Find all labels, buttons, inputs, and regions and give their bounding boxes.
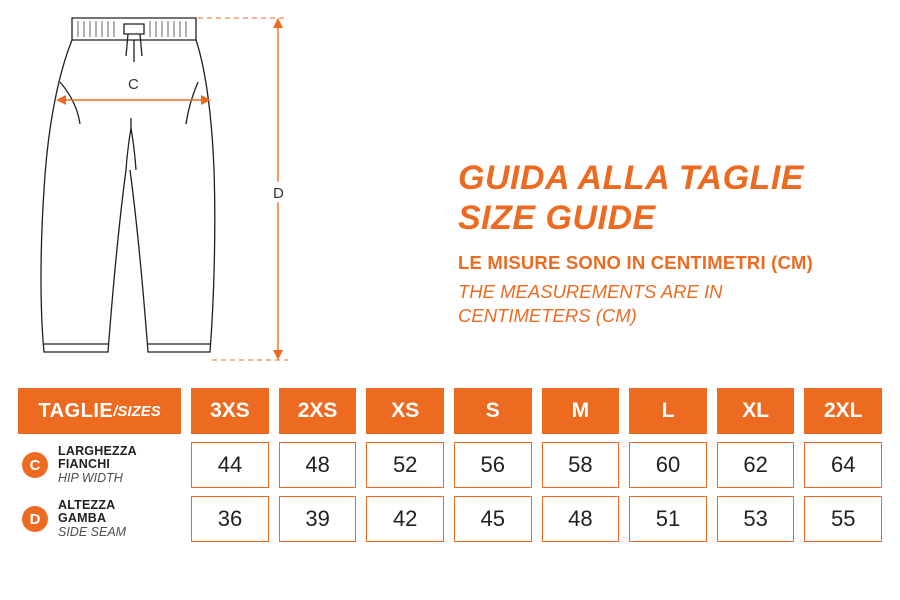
- measurement-en: HIP WIDTH: [58, 470, 123, 485]
- size-header-m: M: [542, 388, 620, 434]
- value-cell: 45: [454, 496, 532, 542]
- size-header-xl: XL: [717, 388, 795, 434]
- title-italian: GUIDA ALLA TAGLIE: [458, 159, 804, 197]
- value-cell: 60: [629, 442, 707, 488]
- size-header-3xs: 3XS: [191, 388, 269, 434]
- trousers-drawing: [41, 18, 215, 352]
- dimension-label-d: D: [273, 185, 284, 202]
- value-cell: 48: [542, 496, 620, 542]
- value-cell: 58: [542, 442, 620, 488]
- value-cell: 55: [804, 496, 882, 542]
- table-header-label-en: SIZES: [117, 402, 161, 420]
- value-cell: 51: [629, 496, 707, 542]
- title-english: SIZE GUIDE: [458, 199, 656, 237]
- table-header-row: [18, 388, 882, 434]
- badge-d: D: [22, 506, 48, 532]
- measurement-it-line2: FIANCHI: [58, 457, 111, 472]
- measurement-label-d: [18, 496, 181, 542]
- subtitle-english-line1: THE MEASUREMENTS ARE IN: [458, 281, 723, 302]
- measurement-it-line1: LARGHEZZA: [58, 443, 137, 458]
- value-cell: 53: [717, 496, 795, 542]
- value-cell: 36: [191, 496, 269, 542]
- size-header-2xs: 2XS: [279, 388, 357, 434]
- dimension-label-c: C: [128, 76, 139, 93]
- table-header-label: [18, 388, 181, 434]
- value-cell: 62: [717, 442, 795, 488]
- dimension-arrow-c: [56, 95, 211, 105]
- subtitle-english-line2: CENTIMETERS (CM): [458, 305, 637, 326]
- table-row: [18, 442, 882, 488]
- measurement-en: SIDE SEAM: [58, 524, 127, 539]
- size-header-s: S: [454, 388, 532, 434]
- value-cell: 42: [366, 496, 444, 542]
- measurement-it-line2: GAMBA: [58, 511, 107, 526]
- badge-c: C: [22, 452, 48, 478]
- size-header-l: L: [629, 388, 707, 434]
- value-cell: 39: [279, 496, 357, 542]
- measurement-label-c: [18, 442, 181, 488]
- value-cell: 48: [279, 442, 357, 488]
- subtitle-italian: LE MISURE SONO IN CENTIMETRI (CM): [458, 252, 814, 273]
- title-block: [458, 158, 888, 328]
- garment-illustration: [0, 0, 440, 380]
- table-header-label-sep: /: [113, 402, 118, 420]
- value-cell: 52: [366, 442, 444, 488]
- measurement-it-line1: ALTEZZA: [58, 497, 116, 512]
- size-header-2xl: 2XL: [804, 388, 882, 434]
- table-row: [18, 496, 882, 542]
- size-table: [18, 388, 882, 542]
- size-header-xs: XS: [366, 388, 444, 434]
- table-header-label-it: TAGLIE: [38, 399, 114, 422]
- value-cell: 64: [804, 442, 882, 488]
- value-cell: 56: [454, 442, 532, 488]
- value-cell: 44: [191, 442, 269, 488]
